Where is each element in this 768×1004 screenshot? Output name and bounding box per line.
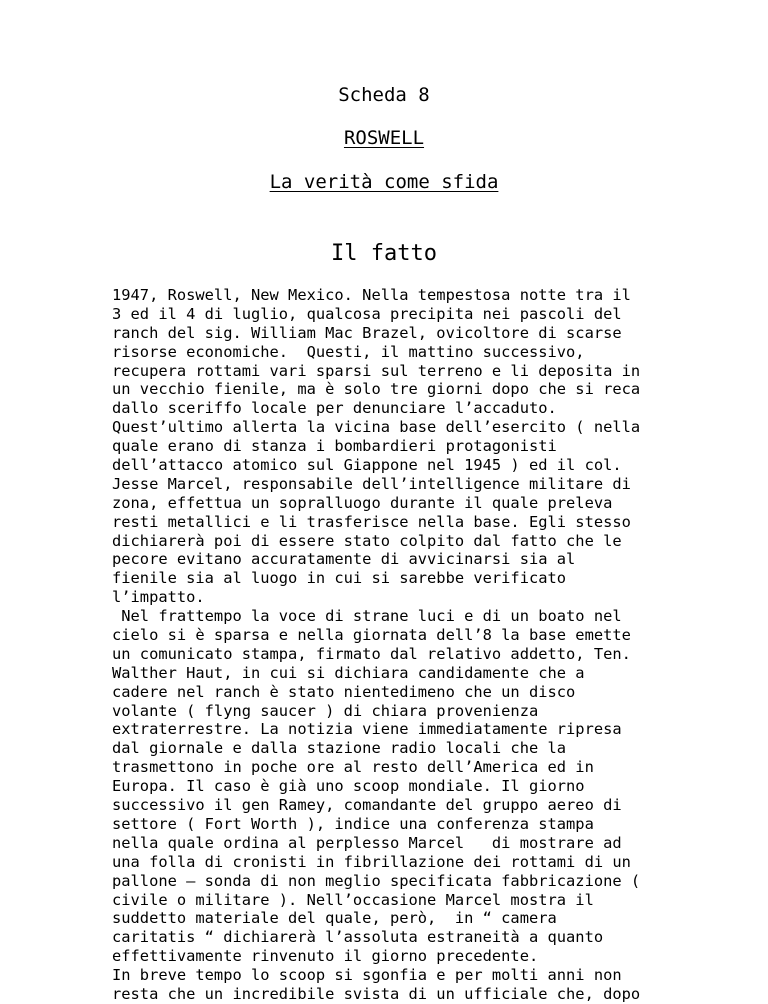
body-line: dell’attacco atomico sul Giappone nel 1945 ) ed il col. xyxy=(112,456,622,475)
body-line: effettivamente rinvenuto il giorno precedente. xyxy=(112,947,539,966)
scheda-label: Scheda 8 xyxy=(338,84,430,106)
body-line: suddetto materiale del quale, però, in “ camera xyxy=(112,909,557,928)
body-line: Walther Haut, in cui si dichiara candidamente che a xyxy=(112,663,585,682)
body-line: una folla di cronisti in fibrillazione dei rottami di un xyxy=(112,852,631,871)
body-line: 3 ed il 4 di luglio, qualcosa precipita nei pascoli del xyxy=(112,304,622,323)
body-line: fienile sia al luogo in cui si sarebbe verificato xyxy=(112,569,567,588)
body-line: un vecchio fienile, ma è solo tre giorni dopo che si reca xyxy=(112,380,641,399)
document-title xyxy=(0,126,768,150)
body-line: Jesse Marcel, responsabile dell’intelligence militare di xyxy=(112,474,631,493)
section-heading: Il fatto xyxy=(331,241,437,266)
body-line: nella quale ordina al perplesso Marcel di mostrare ad xyxy=(112,833,622,852)
body-line: zona, effettua un sopralluogo durante il quale preleva xyxy=(112,493,613,512)
body-line: extraterrestre. La notizia viene immediatamente ripresa xyxy=(112,720,622,739)
body-line: trasmettono in poche ore al resto dell’America ed in xyxy=(112,758,594,777)
body-line: resta che un incredibile svista di un ufficiale che, dopo xyxy=(112,984,641,1003)
body-line: volante ( flyng saucer ) di chiara provenienza xyxy=(112,701,539,720)
body-paragraphs xyxy=(112,286,712,1004)
body-line: Nel frattempo la voce di strane luci e di un boato nel xyxy=(112,607,622,626)
body-line: un comunicato stampa, firmato dal relativo addetto, Ten. xyxy=(112,644,631,663)
body-line: resti metallici e li trasferisce nella base. Egli stesso xyxy=(112,512,631,531)
body-line: settore ( Fort Worth ), indice una conferenza stampa xyxy=(112,814,594,833)
body-line: 1947, Roswell, New Mexico. Nella tempestosa notte tra il xyxy=(112,286,631,304)
body-line: dichiarerà poi di essere stato colpito dal fatto che le xyxy=(112,531,622,550)
body-line: In breve tempo lo scoop si sgonfia e per molti anni non xyxy=(112,966,622,985)
body-line: pallone – sonda di non meglio specificata fabbricazione ( xyxy=(112,871,641,890)
body-line: Quest’ultimo allerta la vicina base dell’esercito ( nella xyxy=(112,418,641,437)
document-subtitle-text: La verità come sfida xyxy=(269,171,499,193)
body-line: successivo il gen Ramey, comandante del gruppo aereo di xyxy=(112,796,622,815)
body-line: pecore evitano accuratamente di avvicinarsi sia al xyxy=(112,550,576,569)
body-line: cielo si è sparsa e nella giornata dell’8 la base emette xyxy=(112,626,631,645)
body-line: dal giornale e dalla stazione radio locali che la xyxy=(112,739,567,758)
body-line: Europa. Il caso è già uno scoop mondiale. Il giorno xyxy=(112,777,585,796)
body-line: cadere nel ranch è stato nientedimeno che un disco xyxy=(112,682,576,701)
document-title-text: ROSWELL xyxy=(343,127,425,149)
body-line: risorse economiche. Questi, il mattino successivo, xyxy=(112,342,585,361)
document-subtitle xyxy=(0,170,768,194)
body-line: caritatis “ dichiarerà l’assoluta estraneità a quanto xyxy=(112,928,604,947)
body-line: dallo sceriffo locale per denunciare l’accaduto. xyxy=(112,399,557,418)
body-line: recupera rottami vari sparsi sul terreno e li deposita in xyxy=(112,361,641,380)
body-line: quale erano di stanza i bombardieri protagonisti xyxy=(112,437,557,456)
body-line: ranch del sig. William Mac Brazel, ovicoltore di scarse xyxy=(112,323,622,342)
body-line: civile o militare ). Nell’occasione Marcel mostra il xyxy=(112,890,594,909)
body-line: l’impatto. xyxy=(112,588,205,607)
